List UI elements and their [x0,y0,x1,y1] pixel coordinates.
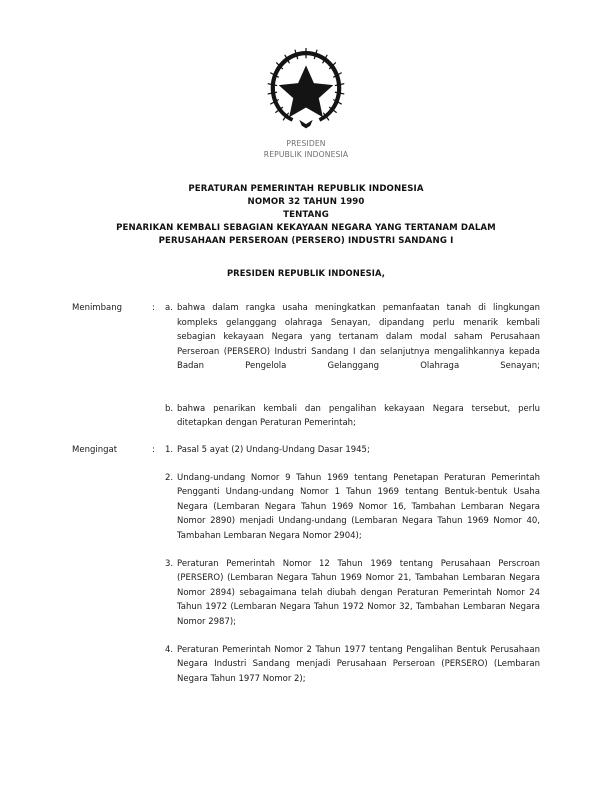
clause-row [72,443,540,686]
list-item-text: Undang-undang Nomor 9 Tahun 1969 tentang Penetapan Peraturan Pemerintah Pengganti Undang-undang Nomor 1 Tahun 1969 tentang Bentuk-bentuk Usaha Negara (Lembaran Negara Tahun 1969 Nomor 16, Tambahan Lembaran Negara Nomor 2890) menjadi Undang-undang (Lembaran Negara Tahun 1969 Nomor 40, Tambahan Lembaran Negara Nomor 2904); [177,472,540,541]
list-item [165,643,540,687]
salutation: PRESIDEN REPUBLIK INDONESIA, [226,268,386,278]
section-label-mengingat: Mengingat [72,445,118,455]
section-items-mengingat [165,443,540,686]
letterhead-caption-line1: PRESIDEN [286,139,326,148]
letterhead [0,46,612,160]
title-line-number: NOMOR 32 TAHUN 1990 [247,197,365,208]
section-colon: : [152,303,155,313]
title-line-regulation: PERATURAN PEMERINTAH REPUBLIK INDONESIA [188,184,424,194]
list-item-text: Peraturan Pemerintah Nomor 12 Tahun 1969 tentang Perusahaan Perscroan (PERSERO) (Lembaran Negara Tahun 1969 Nomor 21, Tambahan Lembaran Negara Nomor 2894) sebagaimana telah diubah dengan Peraturan Pemerintah Nomor 24 Tahun 1972 (Lembaran Negara Tahun 1972 Nomor 32, Tambahan Lembaran Negara Nomor 2987); [177,558,540,627]
section-menimbang [72,301,540,431]
list-item-marker: b. [165,403,174,414]
list-item-marker: a. [165,303,173,313]
clause-row [72,301,540,431]
section-items-menimbang [165,301,540,431]
list-item [165,301,540,389]
letterhead-caption-line2: REPUBLIK INDONESIA [263,149,349,159]
list-item-text: bahwa penarikan kembali dan pengalihan kekayaan Negara tersebut, perlu ditetapkan dengan Peraturan Pemerintah; [177,403,540,429]
section-mengingat [72,443,540,686]
list-item-text: Pasal 5 ayat (2) Undang-Undang Dasar 1945; [177,445,370,455]
list-item-text: Peraturan Pemerintah Nomor 2 Tahun 1977 tentang Pengalihan Bentuk Perusahaan Negara Industri Sandang menjadi Perusahaan Perseroan (PERSERO) (Lembaran Negara Tahun 1977 Nomor 2); [177,644,540,684]
list-item-marker: 1. [165,445,174,455]
list-item-marker: 4. [165,644,174,655]
title-line-subject-2: PERUSAHAAN PERSEROAN (PERSERO) INDUSTRI SANDANG I [158,236,454,247]
list-item [165,402,540,431]
list-item-text: bahwa dalam rangka usaha meningkatkan pemanfaatan tanah di lingkungan kompleks gelanggang olahraga Senayan, dipandang perlu menarik kembali sebagian kekayaan Negara yang tertanam dalam modal saham Perusahaan Perseroan (PERSERO) Industri Sandang I dan selanjutnya mengalihkannya kepada Badan Pengelola Gelanggang Olahraga Senayan; [177,303,540,372]
title-line-subject-1: PENARIKAN KEMBALI SEBAGIAN KEKAYAAN NEGARA YANG TERTANAM DALAM [116,223,496,234]
list-item-marker: 3. [165,558,174,569]
list-item-marker: 2. [165,472,174,483]
list-item [165,443,540,458]
section-colon: : [152,445,155,455]
letterhead-caption [0,139,612,160]
list-item [165,471,540,544]
list-item [165,557,540,630]
document-title [36,183,576,248]
indonesia-presidential-seal-star-wreath-icon [264,46,348,130]
section-label-menimbang: Menimbang [72,303,122,313]
title-line-about: TENTANG [283,210,329,221]
